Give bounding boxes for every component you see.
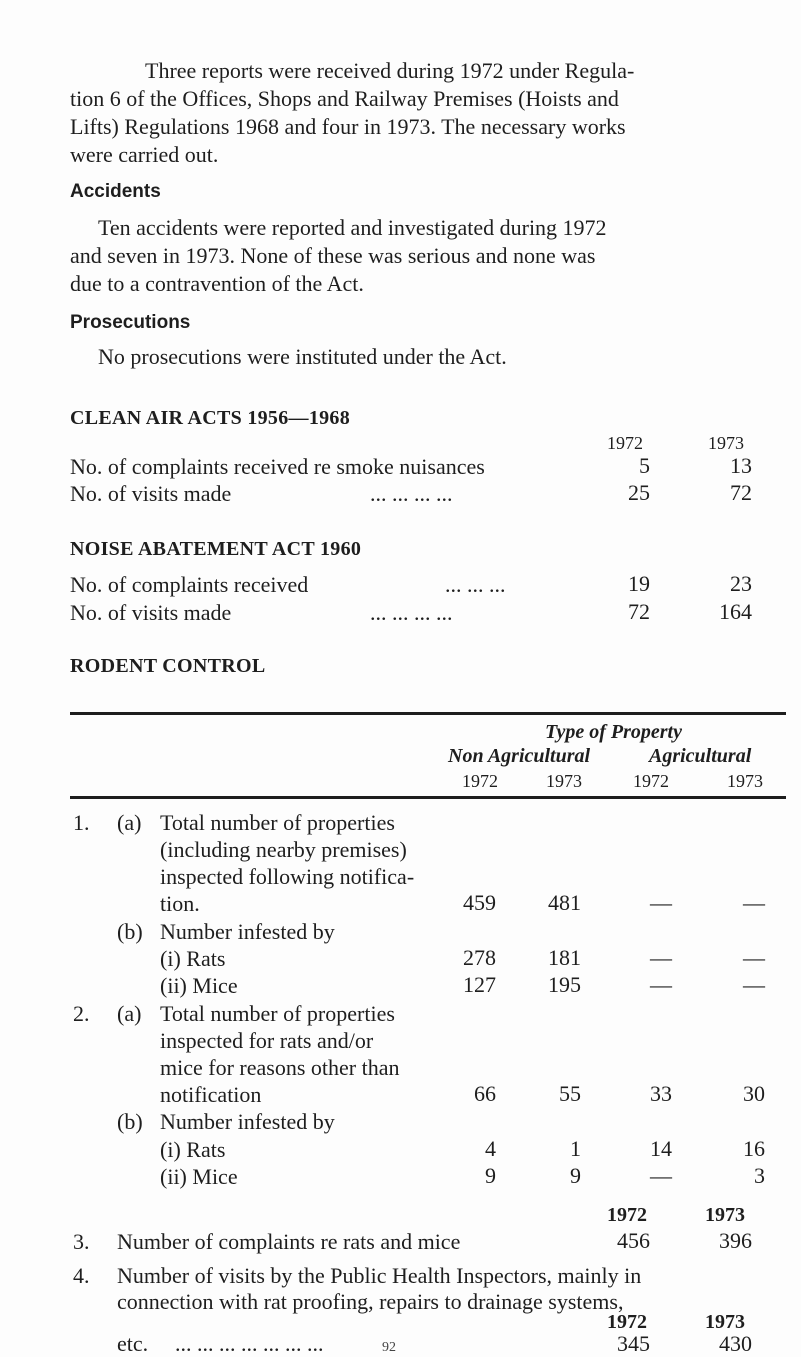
item-2-number: 2. xyxy=(73,1001,90,1026)
item-4-year-1972: 1972 xyxy=(607,1311,647,1333)
item-3-year-1973: 1973 xyxy=(705,1204,745,1226)
item-1a-marker: (a) xyxy=(117,810,142,835)
item-1b-marker: (b) xyxy=(117,919,143,944)
clean-air-complaints-1973: 13 xyxy=(730,453,752,478)
intro-line-1: Three reports were received during 1972 under Regula- xyxy=(145,58,635,83)
item-2b-rats-label: (i) Rats xyxy=(160,1137,226,1162)
item-1b-rats-nonag-1972: 278 xyxy=(463,945,496,970)
noise-visits-label: No. of visits made xyxy=(70,600,232,625)
item-1a-line-3: inspected following notifica- xyxy=(160,864,415,889)
non-agricultural-heading: Non Agricultural xyxy=(448,745,591,767)
clean-air-visits-label: No. of visits made xyxy=(70,481,232,506)
noise-visits-dots: ... ... ... ... xyxy=(370,600,453,625)
item-2b-rats-ag-1973: 16 xyxy=(743,1136,765,1161)
item-2b-mice-label: (ii) Mice xyxy=(160,1164,238,1189)
item-3-number: 3. xyxy=(73,1229,90,1254)
item-2a-marker: (a) xyxy=(117,1001,142,1026)
type-of-property-heading: Type of Property xyxy=(545,721,682,743)
accidents-heading: Accidents xyxy=(70,181,161,202)
item-2a-line-1: Total number of properties xyxy=(160,1001,395,1026)
item-1b-mice-label: (ii) Mice xyxy=(160,973,238,998)
item-2b-rats-nonag-1972: 4 xyxy=(485,1136,496,1161)
item-2b-mice-nonag-1972: 9 xyxy=(485,1163,496,1188)
clean-air-complaints-label: No. of complaints received re smoke nuisances xyxy=(70,454,485,479)
noise-complaints-label: No. of complaints received xyxy=(70,572,309,597)
item-1a-nonag-1973: 481 xyxy=(548,890,581,915)
col-year-1: 1972 xyxy=(462,771,498,791)
item-2b-mice-ag-1972: — xyxy=(650,1163,672,1188)
item-4-1973: 430 xyxy=(719,1331,752,1356)
item-4-1972: 345 xyxy=(617,1331,650,1356)
item-4-dots: ... ... ... ... ... ... ... xyxy=(175,1331,324,1356)
item-2a-ag-1973: 30 xyxy=(743,1081,765,1106)
item-2b-label: Number infested by xyxy=(160,1109,335,1134)
item-4-etc: etc. xyxy=(117,1331,149,1356)
item-4-line-1: Number of visits by the Public Health Inspectors, mainly in xyxy=(117,1263,642,1288)
rodent-title: RODENT CONTROL xyxy=(70,655,266,677)
intro-line-3: Lifts) Regulations 1968 and four in 1973. The necessary works xyxy=(70,114,626,139)
item-3-label: Number of complaints re rats and mice xyxy=(117,1229,461,1254)
item-2a-nonag-1972: 66 xyxy=(474,1081,496,1106)
noise-title: NOISE ABATEMENT ACT 1960 xyxy=(70,538,362,560)
item-2b-rats-ag-1972: 14 xyxy=(650,1136,672,1161)
agricultural-heading: Agricultural xyxy=(649,745,752,767)
item-1a-ag-1973: — xyxy=(743,890,765,915)
item-1a-line-1: Total number of properties xyxy=(160,810,395,835)
item-1b-mice-ag-1973: — xyxy=(743,972,765,997)
item-2a-line-3: mice for reasons other than xyxy=(160,1055,400,1080)
prosecutions-heading: Prosecutions xyxy=(70,312,191,333)
clean-air-year-1972: 1972 xyxy=(607,433,643,453)
col-year-2: 1973 xyxy=(546,771,582,791)
clean-air-title: CLEAN AIR ACTS 1956—1968 xyxy=(70,407,351,429)
item-4-year-1973: 1973 xyxy=(705,1311,745,1333)
page-number: 92 xyxy=(382,1340,396,1355)
item-2a-nonag-1973: 55 xyxy=(559,1081,581,1106)
item-1b-rats-nonag-1973: 181 xyxy=(548,945,581,970)
item-1b-rats-ag-1972: — xyxy=(650,945,672,970)
item-4-number: 4. xyxy=(73,1263,90,1288)
item-1b-mice-nonag-1973: 195 xyxy=(548,972,581,997)
noise-complaints-dots: ... ... ... xyxy=(445,572,506,597)
item-2a-line-4: notification xyxy=(160,1082,262,1107)
item-1a-line-2: (including nearby premises) xyxy=(160,837,407,862)
accidents-line-1: Ten accidents were reported and investigated during 1972 xyxy=(98,215,607,240)
table-top-rule xyxy=(70,712,786,715)
col-year-4: 1973 xyxy=(727,771,763,791)
item-1b-mice-nonag-1972: 127 xyxy=(463,972,496,997)
item-3-year-1972: 1972 xyxy=(607,1204,647,1226)
item-2b-marker: (b) xyxy=(117,1109,143,1134)
item-1b-label: Number infested by xyxy=(160,919,335,944)
item-1a-line-4: tion. xyxy=(160,891,200,916)
noise-complaints-1972: 19 xyxy=(628,571,650,596)
item-2b-mice-ag-1973: 3 xyxy=(754,1163,765,1188)
item-3-1972: 456 xyxy=(617,1228,650,1253)
clean-air-visits-1973: 72 xyxy=(730,480,752,505)
clean-air-year-1973: 1973 xyxy=(708,433,744,453)
noise-visits-1972: 72 xyxy=(628,599,650,624)
clean-air-complaints-1972: 5 xyxy=(639,453,650,478)
item-2a-ag-1972: 33 xyxy=(650,1081,672,1106)
item-2b-rats-nonag-1973: 1 xyxy=(570,1136,581,1161)
table-head-rule xyxy=(70,796,786,799)
intro-line-4: were carried out. xyxy=(70,142,219,167)
item-1a-ag-1972: — xyxy=(650,890,672,915)
item-4-line-2: connection with rat proofing, repairs to drainage systems, xyxy=(117,1289,624,1314)
clean-air-visits-dots: ... ... ... ... xyxy=(370,481,453,506)
item-1a-nonag-1972: 459 xyxy=(463,890,496,915)
intro-line-2: tion 6 of the Offices, Shops and Railway Premises (Hoists and xyxy=(70,86,619,111)
item-1b-rats-ag-1973: — xyxy=(743,945,765,970)
col-year-3: 1972 xyxy=(633,771,669,791)
item-3-1973: 396 xyxy=(719,1228,752,1253)
clean-air-visits-1972: 25 xyxy=(628,480,650,505)
item-1-number: 1. xyxy=(73,810,90,835)
item-2b-mice-nonag-1973: 9 xyxy=(570,1163,581,1188)
noise-visits-1973: 164 xyxy=(719,599,752,624)
noise-complaints-1973: 23 xyxy=(730,571,752,596)
prosecutions-line: No prosecutions were instituted under the Act. xyxy=(98,344,507,369)
item-2a-line-2: inspected for rats and/or xyxy=(160,1028,374,1053)
accidents-line-2: and seven in 1973. None of these was serious and none was xyxy=(70,243,596,268)
item-1b-mice-ag-1972: — xyxy=(650,972,672,997)
accidents-line-3: due to a contravention of the Act. xyxy=(70,271,364,296)
item-1b-rats-label: (i) Rats xyxy=(160,946,226,971)
